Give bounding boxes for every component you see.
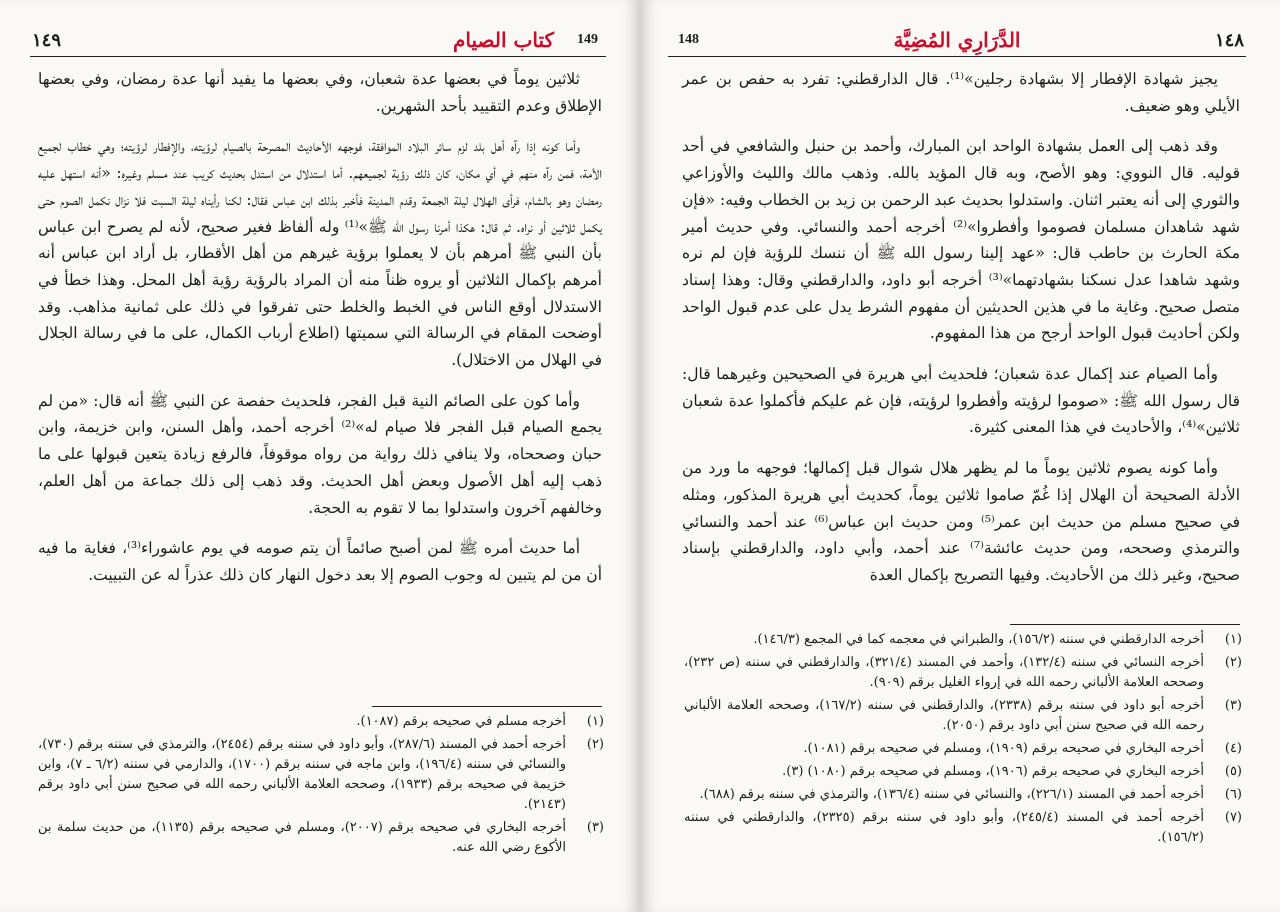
paragraph: وأما كونه إذا رآه أهل بلد لزم سائر البلاد الموافقة، فوجهه الأحاديث المصرحة بالصيام لرؤيته، والإفطار لرؤيته؛ وهي خطاب لجميع الأمة، فمن رآه منهم في أي مكان، كان ذلك رؤية لجميعهم. أما استدلال من استدل بحديث كريب عند مسلم وغيره: «أنه استهل عليه رمضان وهو بالشام، فرأى الهلال ليلة الجمعة وقدم المدينة فأخبر بذلك ابن عباس فقال: لكنا رأيناه ليلة السبت فلا نزال نكمل الصوم حتى يكمل ثلاثين أو نراه. ثم قال: هكذا أمرنا رسول الله ﷺ»⁽¹⁾ وله ألفاظ فغير صحيح، لأنه لم يصرح ابن عباس بأن النبي ﷺ أمرهم بأن لا يعملوا برؤية غيرهم من أهل الأقطار، بل أراد ابن عباس أنه أمرهم بإكمال الثلاثين أو يروه ظناً منه أن المراد بالرؤية رؤية أهل المحل. وهذا خطأ في الاستدلال أوقع الناس في الخبط والخلط حتى تفرقوا في ذلك على ثمانية مذاهب. وقد أوضحت المقام في الرسالة التي سميتها (اطلاع أرباب الكمال، على ما في رسالة الجلال في الهلال من الاختلال). [38,137,602,370]
paragraph: وأما كون على الصائم النية قبل الفجر، فلحديث حفصة عن النبي ﷺ أنه قال: «من لم يجمع الصيام قبل الفجر فلا صيام له»⁽²⁾ أخرجه أحمد، وأهل السنن، وابن خزيمة، وابن حبان وصححاه، ولا ينافي ذلك رواية من رواه موقوفاً، فالرفع زيادة يتعين قبولها على ما ذهب إليه أهل الأصول وبعض أهل الحديث. وقد ذهب إلى ذلك جماعة من أهل العلم، وخالفهم آخرون واستدلوا بما لا تقوم به الحجة. [38,391,603,517]
footnote-number: (٢) [1224,655,1242,670]
footnote-number: (١) [1224,632,1242,647]
page-header [668,26,1246,57]
paragraph: وقد ذهب إلى العمل بشهادة الواحد ابن المبارك، وأحمد بن حنبل والشافعي في أحد قوليه. قال النووي: وهو الأصح، وبه قال المؤيد بالله. وذهب مالك والليث والأوزاعي والثوري إلى أنه يعتبر اثنان. واستدلوا بحديث عبد الرحمن بن زيد بن الخطاب وفيه: «فإن شهد شاهدان مسلمان فصوموا وأفطروا»⁽²⁾ أخرجه أحمد والنسائي. وفي حديث أمير مكة الحارث بن حاطب قال: «عهد إلينا رسول الله ﷺ أن ننسك للرؤية فإن لم نره وشهد شاهدا عدل نسكنا بشهادتهما»⁽³⁾ أخرجه أبو داود، والدارقطني وقال: وهذا إسناد متصل صحيح. وغاية ما في هذين الحديثين أن مفهوم الشرط يدل على عدم قبول الواحد ولكن أحاديث قبول الواحد أرجح من هذا المفهوم. [682,137,1240,343]
footnote-text: أخرجه مسلم في صحيحه برقم (١٠٨٧). [356,714,566,729]
footnote [38,735,604,815]
footnote [38,818,604,858]
footnote-text: أخرجه أحمد في المسند (٢٢٦/١)، والنسائي في سننه (١٣٦/٤)، والترمذي في سننه برقم (٦٨٨). [699,787,1204,802]
page-number-latin: 148 [678,32,699,47]
footnote-text: أخرجه أحمد في المسند (٢٨٧/٦)، وأبو داود في سننه برقم (٢٤٥٤)، والترمذي في سننه برقم (٧٣٠)، والنسائي في سننه (١٩٦/٤)، وابن ماجه في سننه برقم (١٧٠٠)، والدارمي في سننه (٦/٢ ـ ٧)، وابن خزيمة في صحيحه برقم (١٩٣٣)، وصححه العلامة الألباني رحمه الله في صحيح سنن أبي داود برقم (٢١٤٣). [38,737,567,812]
paragraph: وأما كونه يصوم ثلاثين يوماً ما لم يظهر هلال شوال قبل إكمالها؛ فوجهه ما ورد من الأدلة الصحيحة أن الهلال إذا غُمّ صاموا ثلاثين يوماً، كحديث أبي هريرة المذكور، ومثله في صحيح مسلم من حديث ابن عمر⁽⁵⁾ ومن حديث ابن عباس⁽⁶⁾ عند أحمد والنسائي والترمذي وصححه، ومن حديث عائشة⁽⁷⁾ عند أحمد، وأبي داود، والدارقطني بإسناد صحيح، وغير ذلك من الأحاديث. وفيها التصريح بإكمال العدة [682,459,1240,584]
footnote-text: أخرجه أحمد في المسند (٢٤٥/٤)، وأبو داود في سننه برقم (٢٣٢٥)، والدارقطني في سننه (١٥٦/٢). [684,810,1205,845]
footnote-number: (٤) [1224,741,1242,756]
right-page [640,0,1280,912]
footnote [684,739,1242,759]
footnote-text: أخرجه البخاري في صحيحه برقم (١٩٠٦)، ومسلم في صحيحه برقم (١٠٨٠) (٣). [782,764,1204,779]
paragraph: يجيز شهادة الإفطار إلا بشهادة رجلين»⁽¹⁾. قال الدارقطني: تفرد به حفص بن عمر الأيلي وهو ضعيف. [682,70,1240,115]
footnote [684,762,1242,782]
footnote-text: أخرجه أبو داود في سننه برقم (٢٣٣٨)، والدارقطني في سننه (١٦٧/٢)، وصححه العلامة الألباني رحمه الله في صحيح سنن أبي داود برقم (٢٠٥٠). [684,698,1205,733]
page-number-arabic: ١٤٨ [1214,30,1244,51]
footnote [684,653,1242,693]
footnote-divider [1010,624,1240,625]
page-header [30,26,606,57]
footnote-divider [372,706,602,707]
footnote [684,630,1242,650]
footnote [684,808,1242,848]
footnote-number: (٢) [586,737,604,752]
footnote-number: (٣) [586,820,604,835]
footnote-number: (٥) [1224,764,1242,779]
footnotes [38,712,604,861]
body-text [38,66,602,603]
footnote [684,785,1242,805]
footnotes [684,630,1242,851]
footnote-text: أخرجه الدارقطني في سننه (١٥٦/٢)، والطبراني في معجمه كما في المجمع (١٤٦/٣). [753,632,1204,647]
footnote-number: (١) [586,714,604,729]
paragraph: ثلاثين يوماً في بعضها عدة شعبان، وفي بعضها ما يفيد أنها عدة رمضان، وفي بعضها الإطلاق وعدم التقييد بأحد الشهرين. [38,70,602,115]
body-text [682,66,1240,603]
footnote-number: (٣) [1224,698,1242,713]
paragraph: وأما الصيام عند إكمال عدة شعبان؛ فلحديث أبي هريرة في الصحيحين وغيرهما قال: قال رسول الله ﷺ: «صوموا لرؤيته وأفطروا لرؤيته، فإن غم عليكم فأكملوا عدة شعبان ثلاثين»⁽⁴⁾، والأحاديث في هذا المعنى كثيرة. [682,365,1240,437]
footnote-text: أخرجه البخاري في صحيحه برقم (٢٠٠٧)، ومسلم في صحيحه برقم (١١٣٥)، من حديث سلمة بن الأكوع رضي الله عنه. [38,820,566,855]
page-number-latin: 149 [577,32,598,47]
book-title: الدَّرَارِي المُضِيَّة [893,28,1021,52]
footnote-number: (٧) [1224,810,1242,825]
footnote-text: أخرجه النسائي في سننه (١٣٢/٤)، وأحمد في المسند (٣٢١/٤)، والدارقطني في سننه (ص ٢٣٢)، وصححه العلامة الألباني رحمه الله في إرواء الغليل برقم (٩٠٩). [684,655,1204,690]
footnote [38,712,604,732]
footnote-number: (٦) [1224,787,1242,802]
footnote-text: أخرجه البخاري في صحيحه برقم (١٩٠٩)، ومسلم في صحيحه برقم (١٠٨١). [803,741,1204,756]
paragraph: أما حديث أمره ﷺ لمن أصبح صائماً أن يتم صومه في يوم عاشوراء⁽³⁾، فغاية ما فيه أن من لم يتبين له وجوب الصوم إلا بعد دخول النهار كان ذلك عذراً له عن التبييت. [38,539,602,584]
chapter-title: كتاب الصيام [453,28,554,52]
page-number-arabic: ١٤٩ [32,30,62,51]
footnote [684,696,1242,736]
